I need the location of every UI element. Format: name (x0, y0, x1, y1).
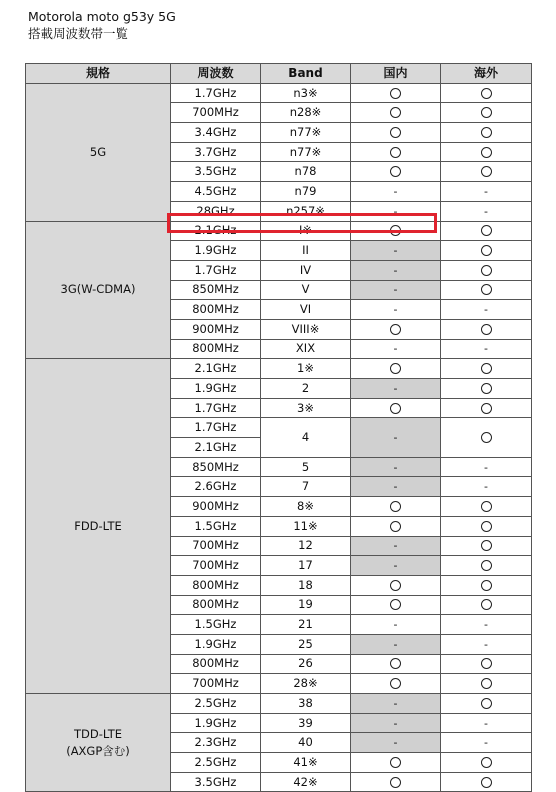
frequency-cell: 1.9GHz (171, 379, 261, 399)
band-table (25, 63, 532, 792)
frequency-cell: 850MHz (171, 280, 261, 300)
circle-icon (481, 127, 492, 138)
frequency-cell: 2.6GHz (171, 477, 261, 497)
domestic-cell (351, 162, 441, 182)
dash-mark: - (484, 480, 488, 494)
overseas-cell (441, 634, 532, 654)
header-frequency: 周波数 (171, 64, 261, 84)
domestic-cell (351, 536, 441, 556)
circle-icon (481, 107, 492, 118)
circle-icon (390, 678, 401, 689)
band-cell: 38 (261, 694, 351, 714)
domestic-cell (351, 615, 441, 635)
band-cell: 39 (261, 713, 351, 733)
circle-icon (390, 403, 401, 414)
circle-icon (481, 284, 492, 295)
page-subtitle: 搭載周波数帯一覧 (28, 26, 129, 41)
overseas-cell (441, 575, 532, 595)
domestic-cell (351, 260, 441, 280)
overseas-cell (441, 123, 532, 143)
domestic-cell (351, 142, 441, 162)
frequency-cell: 1.7GHz (171, 398, 261, 418)
circle-icon (481, 658, 492, 669)
circle-icon (481, 678, 492, 689)
circle-icon (481, 403, 492, 414)
domestic-cell (351, 182, 441, 202)
band-cell: n78 (261, 162, 351, 182)
domestic-cell (351, 634, 441, 654)
dash-mark: - (484, 716, 488, 730)
overseas-cell (441, 713, 532, 733)
overseas-cell (441, 694, 532, 714)
frequency-cell: 800MHz (171, 575, 261, 595)
table-row (26, 359, 532, 379)
circle-icon (481, 599, 492, 610)
circle-icon (481, 777, 492, 788)
circle-icon (481, 166, 492, 177)
circle-icon (390, 88, 401, 99)
frequency-cell: 800MHz (171, 339, 261, 359)
domestic-cell (351, 753, 441, 773)
frequency-cell: 900MHz (171, 497, 261, 517)
standard-cell: 5G (26, 83, 171, 221)
overseas-cell (441, 103, 532, 123)
header-overseas: 海外 (441, 64, 532, 84)
band-cell: 3※ (261, 398, 351, 418)
circle-icon (390, 757, 401, 768)
circle-icon (390, 658, 401, 669)
band-cell: 5 (261, 457, 351, 477)
band-cell: II (261, 241, 351, 261)
band-cell: V (261, 280, 351, 300)
overseas-cell (441, 280, 532, 300)
domestic-cell (351, 241, 441, 261)
overseas-cell (441, 772, 532, 792)
circle-icon (390, 777, 401, 788)
overseas-cell (441, 339, 532, 359)
domestic-cell (351, 733, 441, 753)
standard-cell: FDD-LTE (26, 359, 171, 694)
domestic-cell (351, 398, 441, 418)
frequency-cell: 2.1GHz (171, 359, 261, 379)
frequency-cell: 850MHz (171, 457, 261, 477)
band-cell: n79 (261, 182, 351, 202)
table-row (26, 221, 532, 241)
circle-icon (481, 363, 492, 374)
band-cell: VIII※ (261, 319, 351, 339)
circle-icon (481, 432, 492, 443)
domestic-cell (351, 674, 441, 694)
frequency-cell: 2.1GHz (171, 221, 261, 241)
overseas-cell (441, 595, 532, 615)
overseas-cell (441, 201, 532, 221)
dash-mark: - (393, 539, 398, 553)
overseas-cell (441, 300, 532, 320)
domestic-cell (351, 713, 441, 733)
circle-icon (390, 599, 401, 610)
band-cell: 11※ (261, 516, 351, 536)
dash-mark: - (393, 460, 398, 474)
domestic-cell (351, 654, 441, 674)
band-cell: 18 (261, 575, 351, 595)
frequency-cell: 700MHz (171, 103, 261, 123)
circle-icon (481, 245, 492, 256)
dash-mark: - (484, 637, 488, 651)
dash-mark: - (393, 303, 398, 317)
circle-icon (481, 698, 492, 709)
overseas-cell (441, 477, 532, 497)
dash-mark: - (393, 204, 398, 218)
overseas-cell (441, 142, 532, 162)
overseas-cell (441, 556, 532, 576)
band-cell: 19 (261, 595, 351, 615)
table-row (26, 83, 532, 103)
frequency-cell: 1.7GHz (171, 83, 261, 103)
frequency-cell: 2.5GHz (171, 753, 261, 773)
overseas-cell (441, 753, 532, 773)
circle-icon (390, 521, 401, 532)
circle-icon (481, 560, 492, 571)
band-cell: 2 (261, 379, 351, 399)
overseas-cell (441, 359, 532, 379)
circle-icon (390, 166, 401, 177)
frequency-cell: 800MHz (171, 654, 261, 674)
dash-mark: - (393, 637, 398, 651)
domestic-cell (351, 339, 441, 359)
frequency-cell: 1.9GHz (171, 241, 261, 261)
dash-mark: - (484, 618, 488, 632)
band-cell: IV (261, 260, 351, 280)
band-cell: n28※ (261, 103, 351, 123)
domestic-cell (351, 497, 441, 517)
circle-icon (390, 501, 401, 512)
overseas-cell (441, 497, 532, 517)
frequency-cell: 1.7GHz (171, 260, 261, 280)
frequency-cell: 700MHz (171, 536, 261, 556)
dash-mark: - (393, 736, 398, 750)
overseas-cell (441, 516, 532, 536)
band-cell: 12 (261, 536, 351, 556)
circle-icon (481, 147, 492, 158)
dash-mark: - (393, 618, 398, 632)
frequency-cell: 1.7GHz (171, 418, 261, 438)
band-cell: 8※ (261, 497, 351, 517)
frequency-cell: 4.5GHz (171, 182, 261, 202)
band-cell: 1※ (261, 359, 351, 379)
dash-mark: - (393, 431, 398, 445)
standard-cell: TDD-LTE (AXGP含む) (26, 694, 171, 792)
frequency-cell: 2.1GHz (171, 438, 261, 458)
page-title: Motorola moto g53y 5G (28, 9, 176, 24)
band-cell: XIX (261, 339, 351, 359)
band-cell: 21 (261, 615, 351, 635)
overseas-cell (441, 182, 532, 202)
frequency-cell: 2.5GHz (171, 694, 261, 714)
circle-icon (481, 580, 492, 591)
frequency-cell: 1.5GHz (171, 615, 261, 635)
dash-mark: - (393, 716, 398, 730)
domestic-cell (351, 201, 441, 221)
domestic-cell (351, 379, 441, 399)
frequency-cell: 700MHz (171, 556, 261, 576)
table-header-row (26, 64, 532, 84)
circle-icon (390, 107, 401, 118)
domestic-cell (351, 595, 441, 615)
table-row (26, 694, 532, 714)
overseas-cell (441, 221, 532, 241)
domestic-cell (351, 280, 441, 300)
dash-mark: - (393, 244, 398, 258)
domestic-cell (351, 300, 441, 320)
frequency-cell: 1.9GHz (171, 634, 261, 654)
dash-mark: - (393, 283, 398, 297)
domestic-cell (351, 477, 441, 497)
circle-icon (481, 324, 492, 335)
frequency-cell: 3.4GHz (171, 123, 261, 143)
overseas-cell (441, 162, 532, 182)
dash-mark: - (484, 342, 488, 356)
circle-icon (390, 363, 401, 374)
domestic-cell (351, 694, 441, 714)
band-cell: n77※ (261, 142, 351, 162)
circle-icon (390, 127, 401, 138)
circle-icon (481, 265, 492, 276)
band-cell: 41※ (261, 753, 351, 773)
header-domestic: 国内 (351, 64, 441, 84)
dash-mark: - (484, 303, 488, 317)
overseas-cell (441, 654, 532, 674)
dash-mark: - (393, 342, 398, 356)
dash-mark: - (484, 736, 488, 750)
domestic-cell (351, 556, 441, 576)
band-cell: 7 (261, 477, 351, 497)
overseas-cell (441, 536, 532, 556)
domestic-cell (351, 221, 441, 241)
band-cell: 40 (261, 733, 351, 753)
dash-mark: - (393, 480, 398, 494)
domestic-cell (351, 123, 441, 143)
frequency-cell: 2.3GHz (171, 733, 261, 753)
band-cell: 25 (261, 634, 351, 654)
domestic-cell (351, 103, 441, 123)
circle-icon (481, 521, 492, 532)
circle-icon (390, 147, 401, 158)
frequency-cell: 3.5GHz (171, 162, 261, 182)
frequency-cell: 1.5GHz (171, 516, 261, 536)
domestic-cell (351, 457, 441, 477)
band-cell: n3※ (261, 83, 351, 103)
header-standard: 規格 (26, 64, 171, 84)
frequency-cell: 3.5GHz (171, 772, 261, 792)
frequency-cell: 3.7GHz (171, 142, 261, 162)
overseas-cell (441, 615, 532, 635)
circle-icon (481, 225, 492, 236)
overseas-cell (441, 674, 532, 694)
band-cell: n257※ (261, 201, 351, 221)
domestic-cell (351, 516, 441, 536)
band-cell: n77※ (261, 123, 351, 143)
overseas-cell (441, 319, 532, 339)
domestic-cell (351, 575, 441, 595)
band-cell: VI (261, 300, 351, 320)
band-cell: 4 (261, 418, 351, 457)
header-band: Band (261, 64, 351, 84)
frequency-cell: 900MHz (171, 319, 261, 339)
circle-icon (481, 383, 492, 394)
circle-icon (481, 540, 492, 551)
circle-icon (390, 225, 401, 236)
circle-icon (390, 580, 401, 591)
circle-icon (481, 88, 492, 99)
circle-icon (481, 501, 492, 512)
overseas-cell (441, 418, 532, 457)
dash-mark: - (393, 381, 398, 395)
band-cell: I※ (261, 221, 351, 241)
dash-mark: - (393, 696, 398, 710)
band-cell: 42※ (261, 772, 351, 792)
domestic-cell (351, 772, 441, 792)
frequency-cell: 1.9GHz (171, 713, 261, 733)
frequency-cell: 800MHz (171, 595, 261, 615)
dash-mark: - (393, 184, 398, 198)
frequency-cell: 700MHz (171, 674, 261, 694)
overseas-cell (441, 457, 532, 477)
dash-mark: - (484, 204, 488, 218)
band-cell: 26 (261, 654, 351, 674)
frequency-cell: 800MHz (171, 300, 261, 320)
overseas-cell (441, 241, 532, 261)
dash-mark: - (393, 559, 398, 573)
dash-mark: - (484, 184, 488, 198)
dash-mark: - (484, 460, 488, 474)
domestic-cell (351, 83, 441, 103)
band-cell: 17 (261, 556, 351, 576)
dash-mark: - (393, 263, 398, 277)
frequency-cell: 28GHz (171, 201, 261, 221)
table-body (26, 83, 532, 792)
domestic-cell (351, 359, 441, 379)
overseas-cell (441, 83, 532, 103)
overseas-cell (441, 733, 532, 753)
circle-icon (390, 324, 401, 335)
standard-cell: 3G(W-CDMA) (26, 221, 171, 359)
domestic-cell (351, 418, 441, 457)
circle-icon (481, 757, 492, 768)
overseas-cell (441, 398, 532, 418)
band-cell: 28※ (261, 674, 351, 694)
domestic-cell (351, 319, 441, 339)
overseas-cell (441, 260, 532, 280)
overseas-cell (441, 379, 532, 399)
